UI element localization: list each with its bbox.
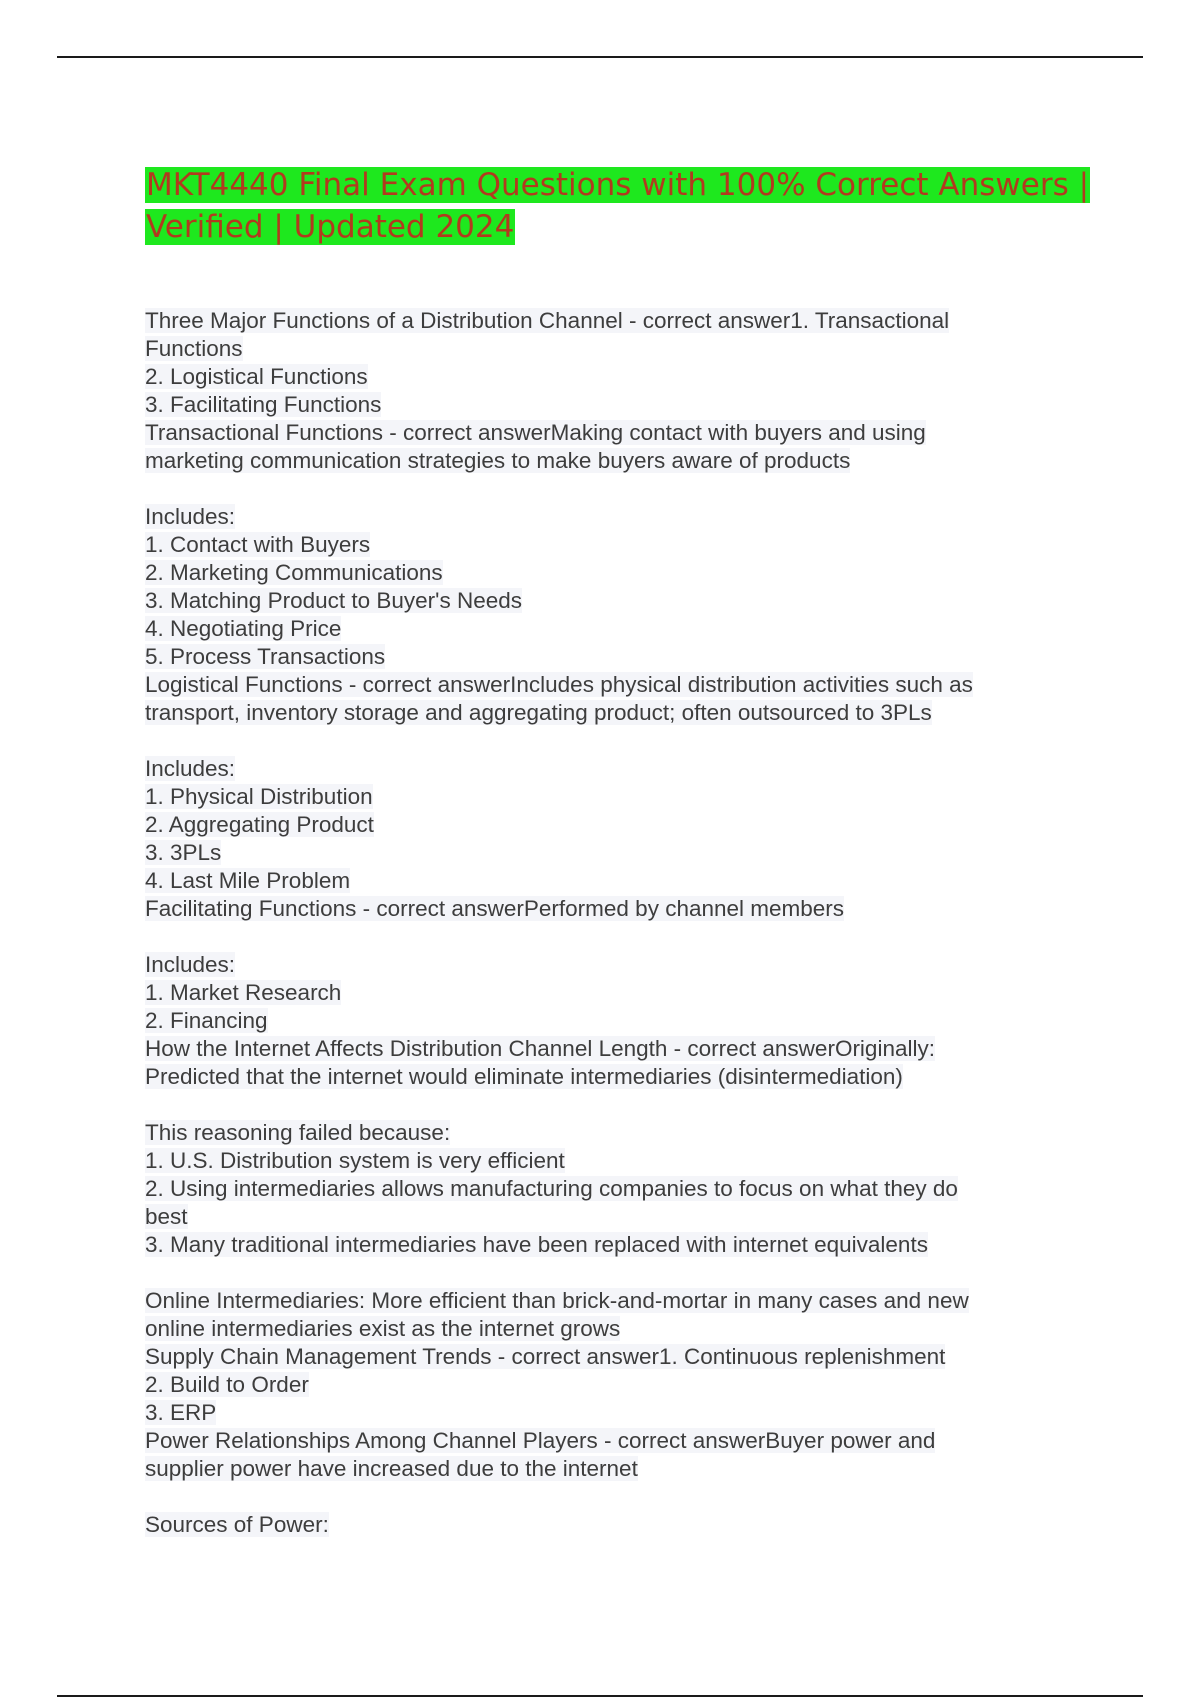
body-line-text: Includes: <box>145 952 236 977</box>
body-line <box>145 1231 1045 1259</box>
body-line <box>145 1371 1045 1399</box>
body-line-text: How the Internet Affects Distribution Channel Length - correct answerOriginally: <box>145 1036 935 1061</box>
body-line <box>145 1511 1045 1539</box>
body-line <box>145 811 1045 839</box>
body-line-text: Predicted that the internet would eliminate intermediaries (disintermediation) <box>145 1064 903 1089</box>
document-body <box>145 307 1045 1539</box>
body-line <box>145 335 1045 363</box>
body-line-text: 3. Matching Product to Buyer's Needs <box>145 588 522 613</box>
body-line-text: 1. Physical Distribution <box>145 784 373 809</box>
body-line-text: best <box>145 1204 188 1229</box>
paragraph-gap <box>145 727 1045 755</box>
body-line-text: 3. ERP <box>145 1400 217 1425</box>
paragraph-gap <box>145 923 1045 951</box>
body-line-text: Supply Chain Management Trends - correct answer1. Continuous replenishment <box>145 1344 946 1369</box>
body-line <box>145 1119 1045 1147</box>
body-line <box>145 1343 1045 1371</box>
body-line-text: supplier power have increased due to the internet <box>145 1456 638 1481</box>
body-line <box>145 839 1045 867</box>
body-line <box>145 1427 1045 1455</box>
body-line <box>145 1063 1045 1091</box>
body-line <box>145 1007 1045 1035</box>
footer-rule <box>57 1695 1143 1697</box>
body-line-text: 1. Market Research <box>145 980 342 1005</box>
body-line-text: 3. Many traditional intermediaries have been replaced with internet equivalents <box>145 1232 928 1257</box>
body-line <box>145 783 1045 811</box>
body-line <box>145 1203 1045 1231</box>
body-line-text: transport, inventory storage and aggregating product; often outsourced to 3PLs <box>145 700 932 725</box>
body-line <box>145 1399 1045 1427</box>
body-line-text: 2. Using intermediaries allows manufacturing companies to focus on what they do <box>145 1176 958 1201</box>
body-line-text: 3. 3PLs <box>145 840 222 865</box>
body-line <box>145 755 1045 783</box>
body-line-text: 1. Contact with Buyers <box>145 532 371 557</box>
body-line-text: 4. Negotiating Price <box>145 616 342 641</box>
body-line-text: Includes: <box>145 756 236 781</box>
header-rule <box>57 56 1143 58</box>
body-line <box>145 643 1045 671</box>
body-line <box>145 587 1045 615</box>
body-line <box>145 1175 1045 1203</box>
body-line-text: This reasoning failed because: <box>145 1120 451 1145</box>
body-line <box>145 307 1045 335</box>
body-line <box>145 1147 1045 1175</box>
body-line-text: 2. Logistical Functions <box>145 364 368 389</box>
paragraph-gap <box>145 475 1045 503</box>
body-line-text: online intermediaries exist as the internet grows <box>145 1316 621 1341</box>
body-line-text: 1. U.S. Distribution system is very efficient <box>145 1148 565 1173</box>
body-line-text: Power Relationships Among Channel Players - correct answerBuyer power and <box>145 1428 936 1453</box>
body-line <box>145 699 1045 727</box>
body-line-text: Functions <box>145 336 243 361</box>
body-line-text: marketing communication strategies to make buyers aware of products <box>145 448 851 473</box>
body-line <box>145 1455 1045 1483</box>
paragraph-gap <box>145 1091 1045 1119</box>
body-line-text: Online Intermediaries: More efficient than brick-and-mortar in many cases and new <box>145 1288 969 1313</box>
body-line <box>145 867 1045 895</box>
body-line <box>145 951 1045 979</box>
body-line-text: 4. Last Mile Problem <box>145 868 351 893</box>
body-line-text: 2. Financing <box>145 1008 268 1033</box>
body-line-text: 3. Facilitating Functions <box>145 392 382 417</box>
document-title-text: MKT4440 Final Exam Questions with 100% Correct Answers | Verified | Updated 2024 <box>146 167 1090 245</box>
body-line-text: 2. Marketing Communications <box>145 560 443 585</box>
body-line-text: 2. Build to Order <box>145 1372 309 1397</box>
document-title <box>145 164 1105 248</box>
body-line <box>145 419 1045 447</box>
body-line <box>145 615 1045 643</box>
body-line <box>145 895 1045 923</box>
body-line <box>145 503 1045 531</box>
body-line <box>145 447 1045 475</box>
body-line-text: Sources of Power: <box>145 1512 329 1537</box>
body-line <box>145 1287 1045 1315</box>
body-line <box>145 391 1045 419</box>
body-line-text: Three Major Functions of a Distribution Channel - correct answer1. Transactional <box>145 308 950 333</box>
paragraph-gap <box>145 1259 1045 1287</box>
body-line-text: 5. Process Transactions <box>145 644 386 669</box>
paragraph-gap <box>145 1483 1045 1511</box>
body-line <box>145 363 1045 391</box>
body-line-text: Facilitating Functions - correct answerPerformed by channel members <box>145 896 845 921</box>
body-line <box>145 1315 1045 1343</box>
body-line-text: Transactional Functions - correct answerMaking contact with buyers and using <box>145 420 926 445</box>
body-line <box>145 671 1045 699</box>
body-line <box>145 979 1045 1007</box>
body-line <box>145 531 1045 559</box>
body-line-text: Logistical Functions - correct answerIncludes physical distribution activities such as <box>145 672 973 697</box>
body-line-text: Includes: <box>145 504 236 529</box>
body-line-text: 2. Aggregating Product <box>145 812 374 837</box>
body-line <box>145 1035 1045 1063</box>
body-line <box>145 559 1045 587</box>
